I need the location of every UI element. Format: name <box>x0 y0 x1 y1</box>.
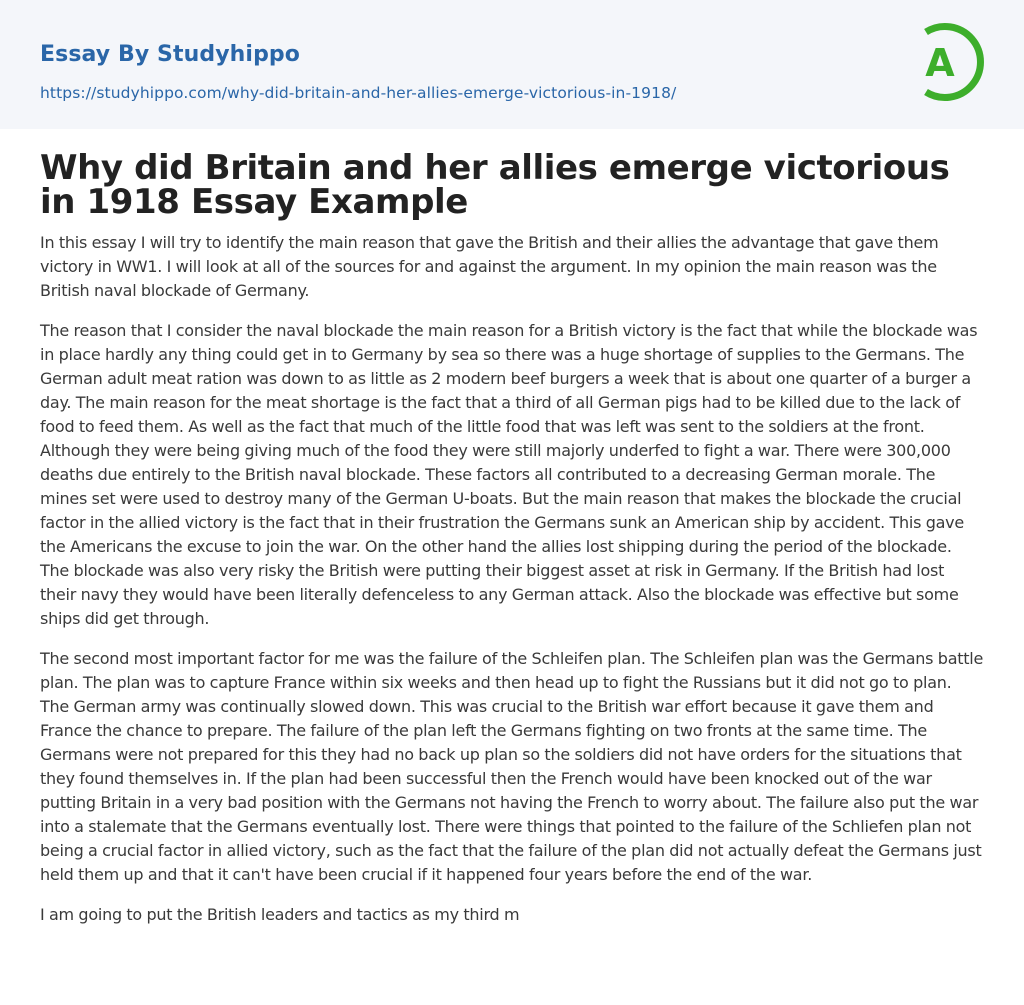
article-paragraph-1: In this essay I will try to identify the main reason that gave the British and their allies the advantage that gave them victory in WW1. I will look at all of the sources for and against the argument. In my opinion the main reason was the British naval blockade of Germany. <box>40 233 939 300</box>
article-paragraph-4: I am going to put the British leaders and tactics as my third m <box>40 905 520 924</box>
brand-title[interactable]: Essay By Studyhippo <box>40 42 300 67</box>
article-body <box>0 148 1024 927</box>
source-url-link[interactable]: https://studyhippo.com/why-did-britain-and-her-allies-emerge-victorious-in-1918/ <box>40 84 677 102</box>
article-title: Why did Britain and her allies emerge victorious in 1918 Essay Example <box>40 148 950 222</box>
article-paragraph-2: The reason that I consider the naval blockade the main reason for a British victory is the fact that while the blockade was in place hardly any thing could get in to Germany by sea so there was a huge shortage of supplies to the Germans. The German adult meat ration was down to as little as 2 modern beef burgers a week that is about one quarter of a burger a day. The main reason for the meat shortage is the fact that a third of all German pigs had to be killed due to the lack of food to feed them. As well as the fact that much of the little food that was left was sent to the soldiers at the front. Although they were being giving much of the food they were still majorly underfed to fight a war. There were 300,000 deaths due entirely to the British naval blockade. These factors all contributed to a decreasing German morale. The mines set were used to destroy many of the German U-boats. But the main reason that makes the blockade the crucial factor in the allied victory is the fact that in their frustration the Germans sunk an American ship by accident. This gave the Americans the excuse to join the war. On the other hand the allies lost shipping during the period of the blockade. The blockade was also very risky the British were putting their biggest asset at risk in Germany. If the British had lost their navy they would have been literally defenceless to any German attack. Also the blockade was effective but some ships did get through. <box>40 321 978 628</box>
circle-a-logo-icon[interactable] <box>912 18 988 106</box>
logo-letter: A <box>925 41 955 85</box>
site-header <box>0 0 1024 129</box>
article-paragraph-3: The second most important factor for me was the failure of the Schleifen plan. The Schleifen plan was the Germans battle plan. The plan was to capture France within six weeks and then head up to fight the Russians but it did not go to plan. The German army was continually slowed down. This was crucial to the British war effort because it gave them and France the chance to prepare. The failure of the plan left the Germans fighting on two fronts at the same time. The Germans were not prepared for this they had no back up plan so the soldiers did not have orders for the situations that they found themselves in. If the plan had been successful then the French would have been knocked out of the war putting Britain in a very bad position with the Germans not having the French to worry about. The failure also put the war into a stalemate that the Germans eventually lost. There were things that pointed to the failure of the Schliefen plan not being a crucial factor in allied victory, such as the fact that the failure of the plan did not actually defeat the Germans just held them up and that it can't have been crucial if it happened four years before the end of the war. <box>40 649 984 884</box>
